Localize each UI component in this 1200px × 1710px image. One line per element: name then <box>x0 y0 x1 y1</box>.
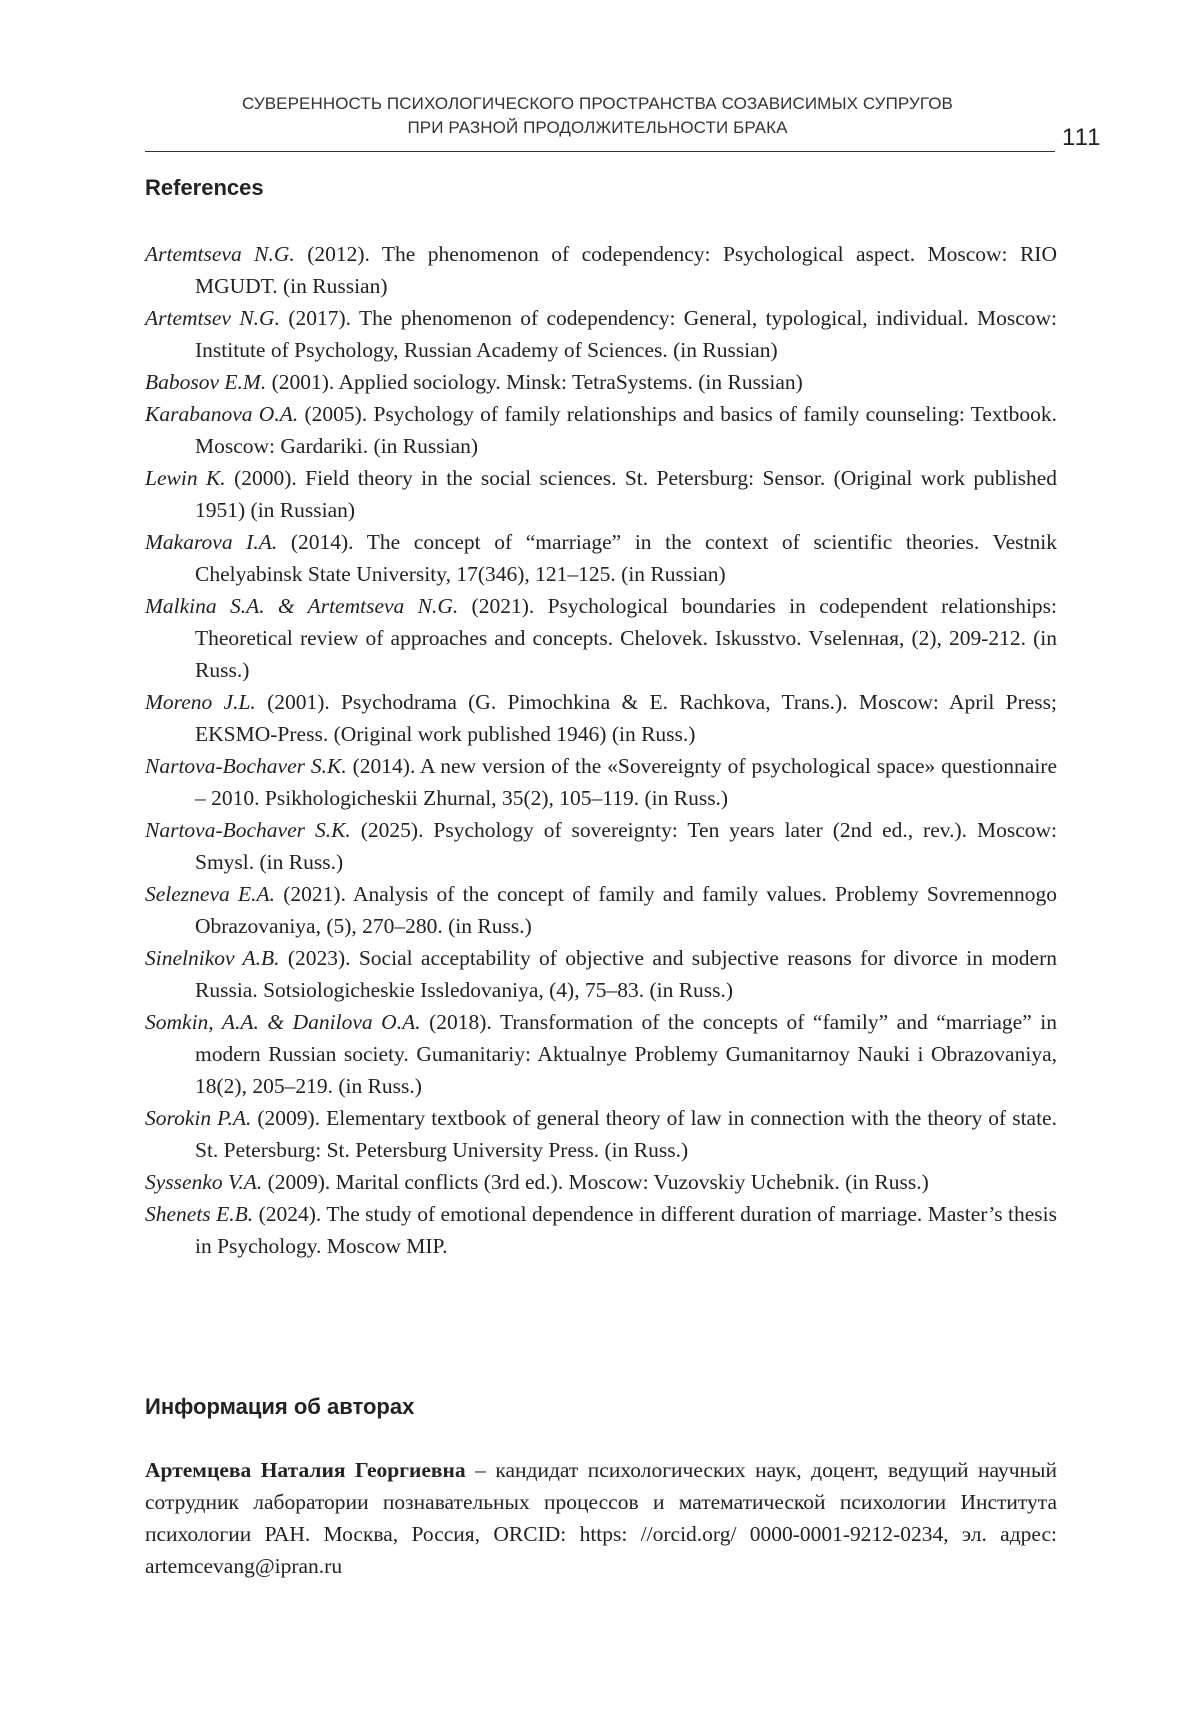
reference-item <box>145 814 1057 878</box>
reference-text: (2001). Applied sociology. Minsk: TetraSystems. (in Russian) <box>266 370 803 394</box>
reference-text: (2023). Social acceptability of objective and subjective reasons for divorce in modern Russia. Sotsiologicheskie Issledovaniya, (4), 75–83. (in Russ.) <box>195 946 1057 1002</box>
reference-authors: Shenets E.B. <box>145 1202 254 1226</box>
reference-authors: Nartova-Bochaver S.K. <box>145 754 347 778</box>
reference-text: (2021). Psychological boundaries in codependent relationships: Theoretical review of approaches and concepts. Chelovek. Iskusstvo. Vselenная, (2), 209-212. (in Russ.) <box>195 594 1058 682</box>
reference-item <box>145 1198 1057 1262</box>
reference-authors: Makarova I.A. <box>145 530 278 554</box>
author-description: – кандидат психологических наук, доцент, ведущий научный сотрудник лаборатории познавательных процессов и математической психологии Института психологии РАН. Москва, Россия, ORCID: https: //orcid.org/ 0000-0001-9212-0234, эл. адрес: artemcevang@ipran.ru <box>145 1458 1057 1578</box>
reference-text: (2012). The phenomenon of codependency: Psychological aspect. Moscow: RIO MGUDT. (in Russian) <box>195 242 1057 298</box>
reference-item <box>145 398 1057 462</box>
reference-authors: Malkina S.A. & Artemtseva N.G. <box>145 594 459 618</box>
reference-authors: Artemtseva N.G. <box>145 242 295 266</box>
reference-text: (2000). Field theory in the social sciences. St. Petersburg: Sensor. (Original work published 1951) (in Russian) <box>195 466 1058 522</box>
reference-text: (2017). The phenomenon of codependency: General, typological, individual. Moscow: Institute of Psychology, Russian Academy of Sciences. (in Russian) <box>195 306 1057 362</box>
reference-authors: Babosov E.M. <box>145 370 267 394</box>
authors-info-heading: Информация об авторах <box>145 1394 415 1419</box>
running-title-line-1: СУВЕРЕННОСТЬ ПСИХОЛОГИЧЕСКОГО ПРОСТРАНСТВА СОЗАВИСИМЫХ СУПРУГОВ <box>242 94 953 113</box>
reference-item <box>145 686 1057 750</box>
reference-text: (2021). Analysis of the concept of family and family values. Problemy Sovremennogo Obrazovaniya, (5), 270–280. (in Russ.) <box>195 882 1057 938</box>
reference-item <box>145 302 1057 366</box>
reference-authors: Somkin, A.A. & Danilova O.A. <box>145 1010 421 1034</box>
reference-authors: Sinelnikov A.B. <box>145 946 280 970</box>
reference-item <box>145 238 1057 302</box>
reference-authors: Nartova-Bochaver S.K. <box>145 818 351 842</box>
reference-item <box>145 878 1057 942</box>
reference-authors: Lewin K. <box>145 466 226 490</box>
author-info-paragraph <box>145 1454 1057 1582</box>
reference-item <box>145 750 1057 814</box>
author-name: Артемцева Наталия Георгиевна <box>145 1458 466 1482</box>
reference-authors: Selezneva E.A. <box>145 882 276 906</box>
reference-text: (2014). The concept of “marriage” in the context of scientific theories. Vestnik Chelyabinsk State University, 17(346), 121–125. (in Russian) <box>195 530 1058 586</box>
reference-item <box>145 590 1057 686</box>
reference-authors: Karabanova O.A. <box>145 402 299 426</box>
page-number: 111 <box>1062 124 1102 151</box>
reference-text: (2005). Psychology of family relationships and basics of family counseling: Textbook. Moscow: Gardariki. (in Russian) <box>195 402 1057 458</box>
reference-authors: Syssenko V.A. <box>145 1170 263 1194</box>
reference-text: (2009). Marital conflicts (3rd ed.). Moscow: Vuzovskiy Uchebnik. (in Russ.) <box>262 1170 929 1194</box>
reference-text: (2018). Transformation of the concepts of “family” and “marriage” in modern Russian society. Gumanitariy: Aktualnye Problemy Gumanitarnoy Nauki i Obrazovaniya, 18(2), 205–219. (in Russ.) <box>195 1010 1057 1098</box>
reference-text: (2024). The study of emotional dependence in different duration of marriage. Master’s thesis in Psychology. Moscow MIP. <box>195 1202 1057 1258</box>
reference-authors: Sorokin P.A. <box>145 1106 252 1130</box>
reference-item <box>145 1166 1057 1198</box>
reference-authors: Artemtsev N.G. <box>145 306 280 330</box>
reference-text: (2009). Elementary textbook of general theory of law in connection with the theory of state. St. Petersburg: St. Petersburg University Press. (in Russ.) <box>195 1106 1057 1162</box>
reference-item <box>145 942 1057 1006</box>
reference-text: (2001). Psychodrama (G. Pimochkina & E. Rachkova, Trans.). Moscow: April Press; EKSMO-Press. (Original work published 1946) (in Russ.) <box>195 690 1057 746</box>
reference-text: (2025). Psychology of sovereignty: Ten years later (2nd ed., rev.). Moscow: Smysl. (in Russ.) <box>195 818 1058 874</box>
reference-item <box>145 1006 1057 1102</box>
running-title <box>145 92 1050 140</box>
running-title-line-2: ПРИ РАЗНОЙ ПРОДОЛЖИТЕЛЬНОСТИ БРАКА <box>407 118 788 137</box>
reference-authors: Moreno J.L. <box>145 690 256 714</box>
references-heading: References <box>145 175 264 200</box>
reference-text: (2014). A new version of the «Sovereignty of psychological space» questionnaire – 2010. Psikhologicheskii Zhurnal, 35(2), 105–119. (in Russ.) <box>195 754 1057 810</box>
reference-item <box>145 366 1057 398</box>
header-rule <box>145 151 1055 152</box>
reference-item <box>145 462 1057 526</box>
reference-item <box>145 526 1057 590</box>
reference-item <box>145 1102 1057 1166</box>
reference-list <box>145 238 1057 1262</box>
